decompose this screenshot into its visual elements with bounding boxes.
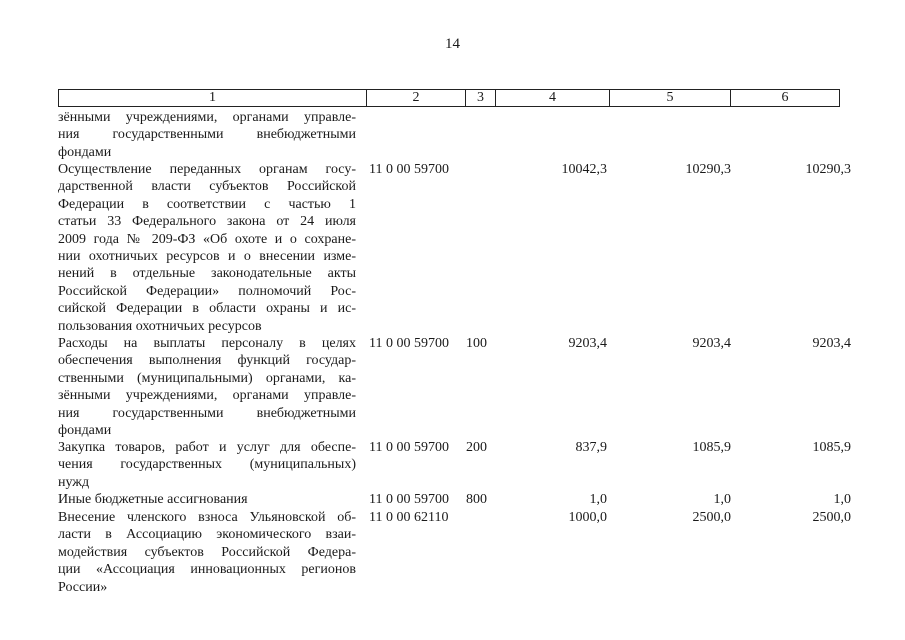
row-type: 800 <box>466 492 487 507</box>
description-line: нужд <box>58 474 90 490</box>
description-line: зёнными учреждениями, органами управле- <box>58 110 356 125</box>
row-code: 11 0 00 59700 <box>369 336 449 351</box>
row-code: 11 0 00 59700 <box>369 492 449 507</box>
description-line: пользования охотничьих ресурсов <box>58 318 262 334</box>
row-value-col4: 837,9 <box>575 440 607 455</box>
description-line: статьи 33 Федерального закона от 24 июля <box>58 214 356 230</box>
description-line: зёнными учреждениями, органами управле- <box>58 388 356 404</box>
description-line: модействия субъектов Российской Федера- <box>58 544 356 560</box>
row-value-col5: 1085,9 <box>692 440 731 455</box>
description-line: Расходы на выплаты персоналу в целях <box>58 336 356 351</box>
row-value-col5: 2500,0 <box>692 510 731 525</box>
row-type: 100 <box>466 336 487 351</box>
page-number: 14 <box>445 36 460 52</box>
row-value-col4: 1000,0 <box>568 510 607 525</box>
description-line: ственными (муниципальными) органами, ка- <box>58 370 356 386</box>
description-line: сийской Федерации в области охраны и ис- <box>58 301 356 317</box>
description-line: ния государственными внебюджетными <box>58 127 356 143</box>
row-value-col6: 1,0 <box>833 492 851 507</box>
row-description <box>58 335 356 439</box>
description-line: ния государственными внебюджетными <box>58 405 356 421</box>
description-line: обеспечения выполнения функций государ- <box>58 353 356 369</box>
description-line: нений в отдельные законодательные акты <box>58 266 356 282</box>
description-line: нии охотничьих ресурсов и о внесении изме- <box>58 249 356 265</box>
row-code: 11 0 00 59700 <box>369 162 449 177</box>
row-description <box>58 109 356 161</box>
column-header-5: 5 <box>610 90 731 106</box>
row-value-col4: 10042,3 <box>561 162 607 177</box>
description-line: России» <box>58 579 108 595</box>
row-code: 11 0 00 62110 <box>369 510 449 525</box>
description-line: Осуществление переданных органам госу- <box>58 162 356 177</box>
row-description <box>58 439 356 491</box>
column-header-2: 2 <box>367 90 466 106</box>
description-line: Федерации в соответствии с частью 1 <box>58 196 356 212</box>
description-line: Иные бюджетные ассигнования <box>58 492 248 507</box>
description-line: чения государственных (муниципальных) <box>58 457 356 473</box>
description-line: 2009 года № 209-ФЗ «Об охоте и о сохране- <box>58 231 356 247</box>
column-header-6: 6 <box>781 90 789 105</box>
description-line: дарственной власти субъектов Российской <box>58 179 356 195</box>
row-code: 11 0 00 59700 <box>369 440 449 455</box>
column-header-4: 4 <box>496 90 610 106</box>
description-line: Российской Федерации» полномочий Рос- <box>58 283 356 299</box>
table-header <box>58 89 840 107</box>
row-value-col5: 1,0 <box>713 492 731 507</box>
description-line: ласти в Ассоциацию экономического взаи- <box>58 527 356 543</box>
description-line: ции «Ассоциация инновационных регионов <box>58 562 356 578</box>
row-description <box>58 491 356 508</box>
row-value-col4: 9203,4 <box>568 336 607 351</box>
row-value-col6: 2500,0 <box>812 510 851 525</box>
row-value-col4: 1,0 <box>589 492 607 507</box>
column-header-1: 1 <box>59 90 367 106</box>
column-header-3: 3 <box>466 90 496 106</box>
row-value-col6: 10290,3 <box>805 162 851 177</box>
row-value-col6: 9203,4 <box>812 336 851 351</box>
description-line: фондами <box>58 144 112 160</box>
row-value-col5: 9203,4 <box>692 336 731 351</box>
row-description <box>58 509 356 596</box>
row-value-col5: 10290,3 <box>685 162 731 177</box>
row-value-col6: 1085,9 <box>812 440 851 455</box>
row-type: 200 <box>466 440 487 455</box>
description-line: фондами <box>58 423 112 439</box>
description-line: Внесение членского взноса Ульяновской об- <box>58 510 356 525</box>
description-line: Закупка товаров, работ и услуг для обеспе- <box>58 440 356 455</box>
row-description <box>58 161 356 335</box>
